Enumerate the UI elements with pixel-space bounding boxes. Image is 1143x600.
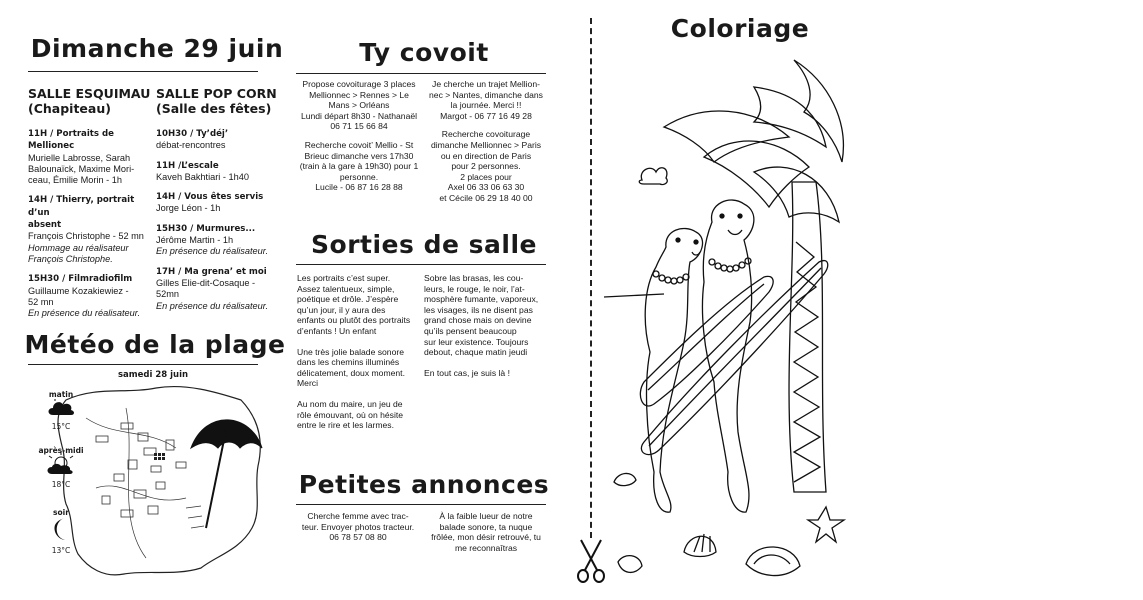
text-line: 2 places pour bbox=[460, 171, 512, 182]
text-line: ou en direction de Paris bbox=[440, 150, 532, 161]
venue-program bbox=[28, 128, 154, 319]
text-line: la journée. Merci !! bbox=[450, 100, 522, 111]
cloud-icon bbox=[36, 399, 86, 422]
text-line: rôle émouvant, où on hésite bbox=[297, 409, 404, 420]
weather-temp: 15°C bbox=[51, 422, 71, 431]
text-line: debout, chaque matin jeudi bbox=[424, 347, 528, 358]
event-title: 10H30 / Ty’déj’ bbox=[156, 129, 229, 139]
program-entry bbox=[156, 223, 286, 258]
text-line: Cherche femme avec trac- bbox=[307, 511, 409, 521]
event-title: absent bbox=[28, 220, 62, 231]
weather-label: matin bbox=[48, 390, 74, 399]
coloring-illustration bbox=[604, 52, 864, 597]
event-note: Hommage au réalisateur bbox=[28, 242, 129, 253]
event-title: 17H / Ma grena’ et moi bbox=[156, 266, 267, 277]
event-detail: Kaveh Bakhtiari - 1h40 bbox=[156, 171, 249, 182]
text-line: Je cherche un trajet Mellion- bbox=[432, 79, 540, 89]
text-line: entre le rire et les larmes. bbox=[297, 420, 394, 431]
text-line: Propose covoiturage 3 places bbox=[302, 79, 416, 89]
venue-sub: (Chapiteau) bbox=[28, 101, 111, 116]
program-entry bbox=[156, 266, 286, 312]
event-title: 14H / Vous êtes servis bbox=[156, 192, 264, 203]
text-line: Brieuc dimanche vers 17h30 bbox=[304, 150, 414, 161]
covoit-ad bbox=[422, 79, 550, 121]
event-detail: débat-rencontres bbox=[156, 140, 226, 151]
sortie-comment bbox=[424, 273, 550, 358]
weather-temp: 13°C bbox=[51, 546, 71, 555]
event-title: 14H / Thierry, portrait d’un bbox=[28, 195, 135, 218]
program-entry bbox=[28, 273, 154, 319]
text-line: teur. Envoyer photos tracteur. bbox=[301, 521, 415, 532]
annonces-left-column bbox=[294, 511, 422, 551]
text-line: d’enfants ! Un enfant bbox=[297, 325, 377, 336]
event-detail: Murielle Labrosse, Sarah bbox=[28, 152, 131, 163]
covoit-left-column bbox=[294, 79, 424, 201]
text-line: me reconnaîtras bbox=[454, 542, 518, 553]
covoit-ad bbox=[294, 79, 424, 132]
event-detail: Balounaïck, Maxime Mori- bbox=[28, 163, 135, 174]
event-detail: Jorge Léon - 1h bbox=[156, 203, 221, 214]
text-line: Recherche covoit’ Mellio - St bbox=[304, 139, 414, 150]
text-line: Lundi départ 8h30 - Nathanaël bbox=[300, 110, 418, 121]
text-line: grand chose mais on devine bbox=[424, 315, 532, 326]
text-line: qu’ils pensent beaucoup bbox=[424, 325, 517, 336]
covoit-ad bbox=[294, 140, 424, 193]
umbrella-icon bbox=[191, 420, 262, 448]
meteo-title: Météo de la plage bbox=[24, 330, 286, 359]
program-entry bbox=[156, 128, 286, 152]
covoit-right-column bbox=[422, 79, 550, 212]
text-line: poétique et drôle. J’espère bbox=[297, 294, 399, 305]
sortie-comment bbox=[297, 347, 423, 389]
sortie-comment bbox=[297, 273, 423, 337]
venue-esquimau bbox=[28, 86, 154, 327]
meteo-title-rule bbox=[28, 364, 258, 365]
annonces-title: Petites annonces bbox=[298, 470, 550, 499]
program-entry bbox=[156, 191, 286, 215]
text-line: mosphère fumante, vaporeux, bbox=[424, 294, 539, 305]
annonces-right-column bbox=[421, 511, 551, 561]
event-note: En présence du réalisateur. bbox=[28, 308, 141, 319]
event-detail: François Christophe - 52 mn bbox=[28, 231, 144, 242]
text-line: 06 78 57 08 80 bbox=[329, 532, 387, 543]
classified-ad bbox=[421, 511, 551, 553]
event-note: En présence du réalisateur. bbox=[156, 246, 269, 257]
sorties-right-column bbox=[424, 273, 550, 388]
text-line: Lucile - 06 87 16 28 88 bbox=[315, 182, 403, 193]
event-detail: Gilles Elie-dit-Cosaque - bbox=[156, 277, 256, 288]
event-detail: Jérôme Martin - 1h bbox=[156, 235, 234, 246]
sorties-title-rule bbox=[296, 264, 546, 265]
sorties-title: Sorties de salle bbox=[311, 230, 537, 259]
text-line: dimanche Mellionnec > Paris bbox=[430, 139, 542, 150]
text-line: Mans > Orléans bbox=[328, 100, 390, 111]
event-title: 15H30 / Murmures... bbox=[156, 223, 256, 234]
sortie-comment bbox=[424, 368, 550, 379]
covoit-title-rule bbox=[296, 73, 546, 74]
text-line: Une très jolie balade sonore bbox=[297, 346, 405, 357]
text-line: Au nom du maire, un jeu de bbox=[297, 398, 403, 409]
text-line: À la faible lueur de notre bbox=[439, 511, 533, 521]
text-line: Mellionnec > Rennes > Le bbox=[309, 89, 409, 100]
classified-ad bbox=[294, 511, 422, 543]
event-note: En présence du réalisateur. bbox=[156, 300, 269, 311]
program-entry bbox=[28, 128, 154, 186]
venue-sub: (Salle des fêtes) bbox=[156, 101, 272, 116]
weather-slot bbox=[36, 390, 86, 431]
event-detail: 52 mn bbox=[28, 296, 54, 307]
text-line: 06 71 15 66 84 bbox=[330, 121, 388, 132]
text-line: Margot - 06 77 16 49 28 bbox=[440, 110, 532, 121]
weather-slot bbox=[36, 446, 86, 489]
moon-icon bbox=[36, 517, 86, 546]
text-line: Axel 06 33 06 63 30 bbox=[447, 182, 525, 193]
venue-program bbox=[156, 128, 286, 312]
text-line: personne. bbox=[339, 171, 379, 182]
text-line: frôlée, mon désir retrouvé, tu bbox=[431, 532, 541, 543]
text-line: balade sonore, ta nuque bbox=[439, 521, 533, 532]
text-line: dans les chemins illuminés bbox=[297, 357, 400, 368]
text-line: Assez talentueux, simple, bbox=[297, 283, 395, 294]
text-line: et Cécile 06 29 18 40 00 bbox=[439, 192, 533, 203]
text-line: les visages, ils ne disent pas bbox=[424, 304, 533, 315]
venue-name: SALLE POP CORN bbox=[156, 86, 277, 101]
cut-line bbox=[590, 18, 592, 538]
covoit-ad bbox=[422, 129, 550, 203]
scissors-icon bbox=[575, 538, 607, 584]
text-line: En tout cas, je suis là ! bbox=[424, 367, 510, 378]
event-detail: Guillaume Kozakiewiez - bbox=[28, 285, 129, 296]
annonces-title-rule bbox=[296, 504, 546, 505]
text-line: sur leur existence. Toujours bbox=[424, 336, 529, 347]
weather-label: soir bbox=[53, 508, 69, 517]
sun-cloud-icon bbox=[36, 455, 86, 480]
text-line: Recherche covoiturage bbox=[441, 129, 531, 140]
text-line: nec > Nantes, dimanche dans bbox=[429, 89, 543, 100]
text-line: leurs, le rouge, le noir, l’at- bbox=[424, 283, 525, 294]
text-line: (train à la gare à 19h30) pour 1 bbox=[299, 161, 419, 172]
venue-name: SALLE ESQUIMAU bbox=[28, 86, 151, 101]
text-line: pour 2 personnes. bbox=[451, 161, 521, 172]
sunday-title: Dimanche 29 juin bbox=[30, 34, 284, 63]
sunday-title-rule bbox=[28, 71, 258, 72]
event-title: 15H30 / Filmradiofilm bbox=[28, 274, 133, 285]
event-detail: ceau, Émilie Morin - 1h bbox=[28, 175, 122, 186]
text-line: enfants ou plutôt des portraits bbox=[297, 315, 411, 326]
text-line: qu’un jour, il y aura des bbox=[297, 304, 386, 315]
text-line: Merci bbox=[297, 378, 319, 389]
covoit-title: Ty covoit bbox=[359, 38, 489, 67]
event-title: 11H /L’escale bbox=[156, 160, 219, 171]
weather-temp: 18°C bbox=[51, 480, 71, 489]
sortie-comment bbox=[297, 399, 423, 431]
text-line: délicatement, doux moment. bbox=[297, 367, 405, 378]
event-note: François Christophe. bbox=[28, 253, 113, 264]
sorties-left-column bbox=[297, 273, 423, 441]
coloriage-title: Coloriage bbox=[670, 14, 810, 43]
event-title: 11H / Portraits de Mellionec bbox=[28, 129, 115, 152]
program-entry bbox=[156, 160, 286, 184]
weather-label: après-midi bbox=[38, 446, 84, 455]
weather-slot bbox=[36, 508, 86, 555]
venue-popcorn bbox=[156, 86, 286, 320]
meteo-date: samedi 28 juin bbox=[117, 370, 189, 380]
program-entry bbox=[28, 194, 154, 265]
event-detail: 52mn bbox=[156, 289, 179, 300]
text-line: Sobre las brasas, les cou- bbox=[424, 273, 524, 283]
text-line: Les portraits c’est super. bbox=[297, 273, 391, 283]
